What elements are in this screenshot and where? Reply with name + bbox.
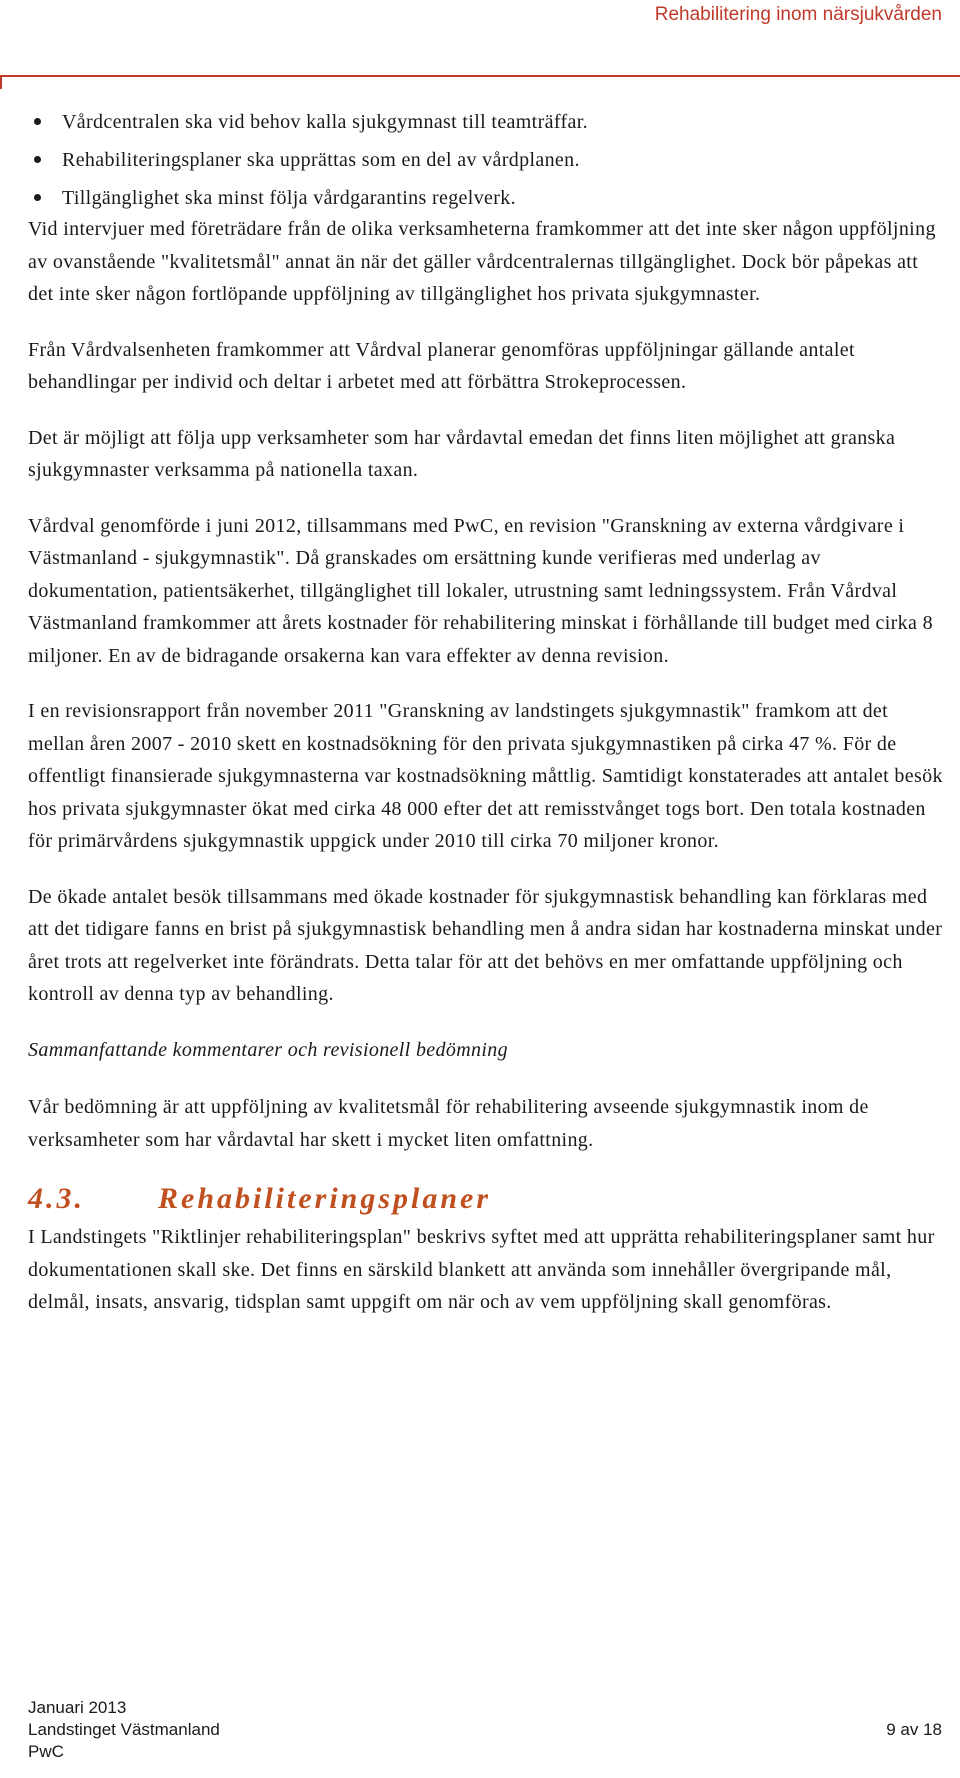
paragraph: Det är möjligt att följa upp verksamheter som har vårdavtal emedan det finns liten möjlighet att granska sjukgymnaster verksamma på nationella taxan. — [28, 426, 896, 481]
header-corner-mark — [0, 75, 2, 89]
summary-heading: Sammanfattande kommentarer och revisionell bedömning — [28, 1038, 508, 1061]
paragraph: Vid intervjuer med företrädare från de olika verksamheterna framkommer att det inte sker någon uppföljning av ovanstående "kvalitetsmål" annat än när det gäller vårdcentralernas tillgänglighet. Dock bör påpekas att det inte sker någon fortlöpande uppföljning av tillgänglighet hos privata sjukgymnaster. — [28, 218, 936, 305]
paragraph: I en revisionsrapport från november 2011 "Granskning av landstingets sjukgymnastik" framkom att det mellan åren 2007 - 2010 skett en kostnadsökning för den privata sjukgymnastiken på cirka 47 %. För de offentligt finansierade sjukgymnasterna var kostnadsökning måttlig. Samtidigt konstaterades att antalet besök hos privata sjukgymnaster ökat med cirka 48 000 efter det att remisstvånget togs bort. Den totala kostnaden för primärvårdens sjukgymnastik uppgick under 2010 till cirka 70 miljoner kronor. — [28, 700, 943, 852]
footer-company: PwC — [28, 1742, 64, 1761]
summary-paragraph: Vår bedömning är att uppföljning av kvalitetsmål för rehabilitering avseende sjukgymnastik inom de verksamheter som har vårdavtal har skett i mycket liten omfattning. — [28, 1096, 869, 1151]
header-divider — [0, 75, 960, 77]
paragraph: Från Vårdvalsenheten framkommer att Vårdval planerar genomföras uppföljningar gällande antalet behandlingar per individ och deltar i arbetet med att förbättra Strokeprocessen. — [28, 338, 855, 393]
bullet-item: Vårdcentralen ska vid behov kalla sjukgymnast till teamträffar. — [28, 103, 946, 141]
page-footer — [28, 1697, 942, 1763]
bullet-item: Rehabiliteringsplaner ska upprättas som en del av vårdplanen. — [28, 141, 946, 179]
section-number: 4.3. — [28, 1182, 85, 1215]
footer-date: Januari 2013 — [28, 1698, 127, 1717]
page-number: 9 av 18 — [886, 1720, 942, 1739]
footer-organization: Landstinget Västmanland — [28, 1720, 220, 1739]
running-header-title: Rehabilitering inom närsjukvården — [654, 4, 942, 25]
paragraph: De ökade antalet besök tillsammans med ökade kostnader för sjukgymnastisk behandling kan förklaras med att det tidigare fanns en brist på sjukgymnastisk behandling men å andra sidan har kostnaderna minskat under året trots att regelverket inte förändrats. Detta talar för att det behövs en mer omfattande uppföljning och kontroll av denna typ av behandling. — [28, 885, 943, 1005]
paragraph: Vårdval genomförde i juni 2012, tillsammans med PwC, en revision "Granskning av externa vårdgivare i Västmanland - sjukgymnastik". Då granskades om ersättning kunde verifieras med underlag av dokumentation, patientsäkerhet, tillgänglighet till lokaler, utrustning samt ledningssystem. Från Vårdval Västmanland framkommer att årets kostnader för rehabilitering minskat i förhållande till budget med cirka 8 miljoner. En av de bidragande orsakerna kan vara effekter av denna revision. — [28, 514, 933, 667]
section-title: Rehabiliteringsplaner — [158, 1182, 492, 1215]
page-content — [28, 103, 946, 1342]
bullet-list — [28, 103, 946, 217]
section-heading — [28, 1179, 946, 1219]
section-paragraph: I Landstingets "Riktlinjer rehabiliteringsplan" beskrivs syftet med att upprätta rehabiliteringsplaner samt hur dokumentationen skall ske. Det finns en särskild blankett att använda som innehåller övergripande mål, delmål, insats, ansvarig, tidsplan samt uppgift om när och av vem uppföljning skall genomföras. — [28, 1226, 935, 1313]
bullet-item: Tillgänglighet ska minst följa vårdgarantins regelverk. — [28, 179, 946, 217]
